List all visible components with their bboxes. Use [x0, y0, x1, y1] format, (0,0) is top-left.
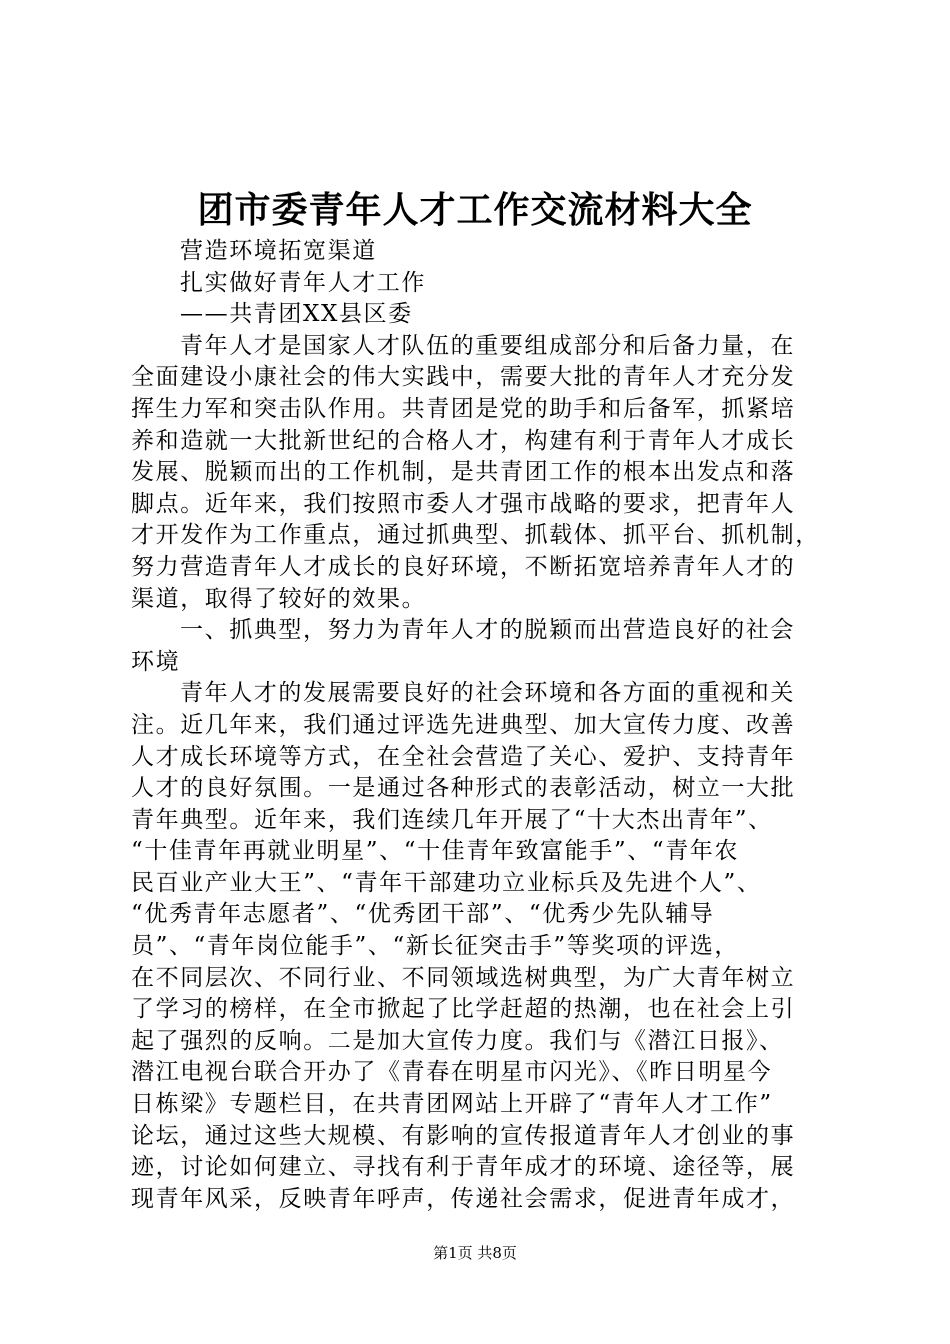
- document-body: [131, 236, 831, 1215]
- paragraph-line: 注。近几年来，我们通过评选先进典型、加大宣传力度、改善: [131, 711, 796, 738]
- subtitle-line: 扎实做好青年人才工作: [180, 269, 426, 296]
- paragraph-line: 人才成长环境等方式，在全社会营造了关心、爱护、支持青年: [131, 743, 796, 770]
- paragraph-line: 人才的良好氛围。一是通过各种形式的表彰活动，树立一大批: [131, 775, 796, 802]
- paragraph-line: 起了强烈的反响。二是加大宣传力度。我们与《潜江日报》、: [131, 1027, 784, 1054]
- paragraph-line: 民百业产业大王”、“青年干部建功立业标兵及先进个人”、: [131, 869, 762, 896]
- paragraph-line: 迹，讨论如何建立、寻找有利于青年成才的环境、途径等，展: [131, 1154, 796, 1181]
- paragraph-line: “优秀青年志愿者”、“优秀团干部”、“优秀少先队辅导: [131, 901, 715, 928]
- paragraph-line: 现青年风采，反映青年呼声，传递社会需求，促进青年成才，: [131, 1185, 796, 1212]
- section-heading-line: 一、抓典型，努力为青年人才的脱颖而出营造良好的社会: [180, 617, 795, 644]
- paragraph-line: 渠道，取得了较好的效果。: [131, 585, 427, 612]
- paragraph-line: 青年人才的发展需要良好的社会环境和各方面的重视和关: [180, 680, 795, 707]
- section-heading-line: 环境: [131, 648, 181, 675]
- paragraph-line: 发展、脱颖而出的工作机制，是共青团工作的根本出发点和落: [131, 459, 796, 486]
- author-line: ——共青团XX县区委: [180, 301, 413, 328]
- subtitle-line: 营造环境拓宽渠道: [180, 238, 377, 264]
- paragraph-line: 挥生力军和突击队作用。共青团是党的助手和后备军，抓紧培: [131, 395, 796, 422]
- paragraph-line: 青年典型。近年来，我们连续几年开展了“十大杰出青年”、: [131, 806, 773, 833]
- document-title: 团市委青年人才工作交流材料大全: [197, 189, 753, 231]
- paragraph-line: 脚点。近年来，我们按照市委人才强市战略的要求，把青年人: [131, 490, 796, 517]
- paragraph-line: 全面建设小康社会的伟大实践中，需要大批的青年人才充分发: [131, 364, 796, 391]
- paragraph-line: 养和造就一大批新世纪的合格人才，构建有利于青年人才成长: [131, 427, 796, 454]
- paragraph-line: 员”、“青年岗位能手”、“新长征突击手”等奖项的评选，: [131, 933, 739, 960]
- paragraph-line: 青年人才是国家人才队伍的重要组成部分和后备力量，在: [180, 332, 795, 359]
- paragraph-line: 了学习的榜样，在全市掀起了比学赶超的热潮，也在社会上引: [131, 996, 796, 1023]
- paragraph-line: 努力营造青年人才成长的良好环境，不断拓宽培养青年人才的: [131, 553, 796, 580]
- page-number: 第1页 共8页: [433, 1244, 517, 1262]
- paragraph-line: 在不同层次、不同行业、不同领域选树典型，为广大青年树立: [131, 964, 796, 991]
- paragraph-line: 论坛，通过这些大规模、有影响的宣传报道青年人才创业的事: [131, 1122, 796, 1149]
- paragraph-line: 才开发作为工作重点，通过抓典型、抓载体、抓平台、抓机制，: [131, 522, 820, 549]
- paragraph-line: 日栋梁》专题栏目，在共青团网站上开辟了“青年人才工作”: [131, 1091, 773, 1118]
- paragraph-line: 潜江电视台联合开办了《青春在明星市闪光》、《昨日明星今: [131, 1059, 773, 1086]
- paragraph-line: “十佳青年再就业明星”、“十佳青年致富能手”、“青年农: [131, 838, 739, 865]
